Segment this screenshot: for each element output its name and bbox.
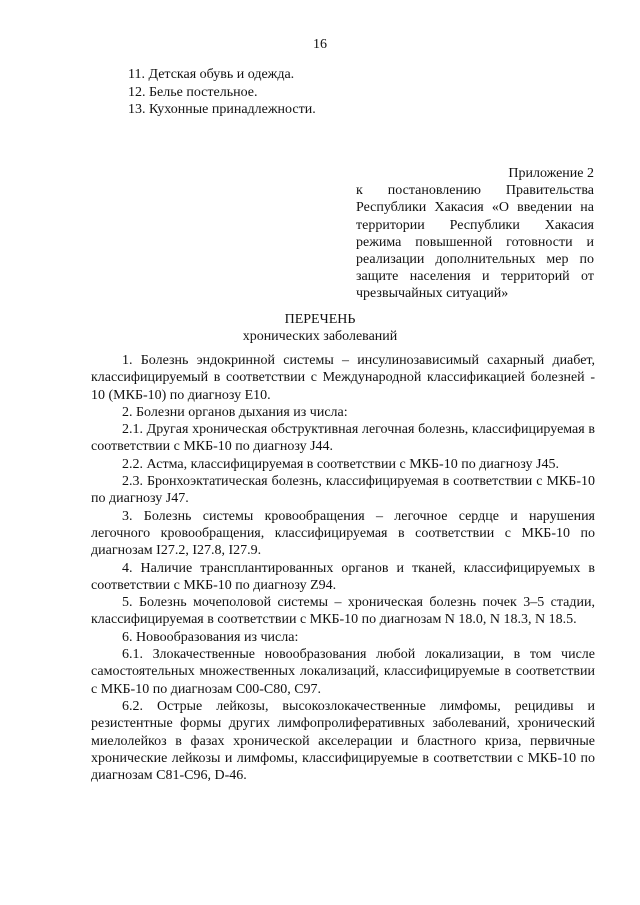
appendix-title: Приложение 2 [508, 166, 594, 181]
paragraph: 2.2. Астма, классифицируемая в соответствии с МКБ-10 по диагнозу J45. [122, 456, 559, 472]
paragraph: 6.2. Острые лейкозы, высокозлокачественные лимфомы, рецидивы и резистентные формы других лимфопролиферативных заболеваний, хронический миелолейкоз в фазах хронической акселерации и бластного криза, первичные хронические лейкозы и лимфомы, классифицируемые в соответствии с МКБ-10 по диагнозам С81-С96, D-46. [91, 698, 595, 784]
paragraph: 5. Болезнь мочеполовой системы – хроническая болезнь почек 3–5 стадии, классифицируемая в соответствии с МКБ-10 по диагнозам N 18.0, N 18.3, N 18.5. [91, 595, 595, 628]
appendix-last-line: чрезвычайных ситуаций» [356, 286, 509, 302]
top-list [128, 66, 316, 119]
page-number: 16 [313, 37, 327, 52]
appendix-line: реализации дополнительных мер по [356, 252, 594, 268]
appendix-line: территории Республики Хакасия [356, 217, 594, 233]
paragraph: 2. Болезни органов дыхания из числа: [122, 404, 348, 420]
appendix-line: режима повышенной готовности и [356, 234, 594, 250]
list-item: 13. Кухонные принадлежности. [128, 102, 316, 117]
list-item: 11. Детская обувь и одежда. [128, 67, 295, 82]
heading-subtitle: хронических заболеваний [242, 329, 398, 344]
document-heading [0, 311, 640, 345]
paragraph: 4. Наличие трансплантированных органов и тканей, классифицируемых в соответствии с МКБ-10 по диагнозу Z94. [91, 560, 595, 593]
paragraph: 6.1. Злокачественные новообразования любой локализации, в том числе самостоятельных множественных локализаций, классифицируемые в соответствии с МКБ-10 по диагнозам С00-С80, С97. [91, 647, 595, 697]
paragraph: 6. Новообразования из числа: [122, 629, 299, 645]
paragraph: 2.1. Другая хроническая обструктивная легочная болезнь, классифицируемая в соответствии с МКБ-10 по диагнозу J44. [91, 422, 595, 455]
appendix-line: защите населения и территорий от [356, 269, 594, 285]
appendix-line: Республики Хакасия «О введении на [356, 200, 594, 216]
appendix-body [356, 182, 594, 285]
appendix-line: к постановлению Правительства [356, 183, 594, 199]
paragraph: 1. Болезнь эндокринной системы – инсулинозависимый сахарный диабет, классифицируемый в соответствии с Международной классификацией болезней - 10 (МКБ-10) по диагнозу E10. [91, 353, 595, 403]
heading-title: ПЕРЕЧЕНЬ [284, 312, 356, 327]
paragraph: 2.3. Бронхоэктатическая болезнь, классифицируемая в соответствии с МКБ-10 по диагнозу J47. [91, 474, 595, 507]
appendix-block [356, 165, 594, 303]
document-body [91, 352, 595, 784]
list-item: 12. Белье постельное. [128, 84, 258, 100]
paragraph: 3. Болезнь системы кровообращения – легочное сердце и нарушения легочного кровообращения, классифицируемая в соответствии с МКБ-10 по диагнозам I27.2, I27.8, I27.9. [91, 508, 595, 559]
